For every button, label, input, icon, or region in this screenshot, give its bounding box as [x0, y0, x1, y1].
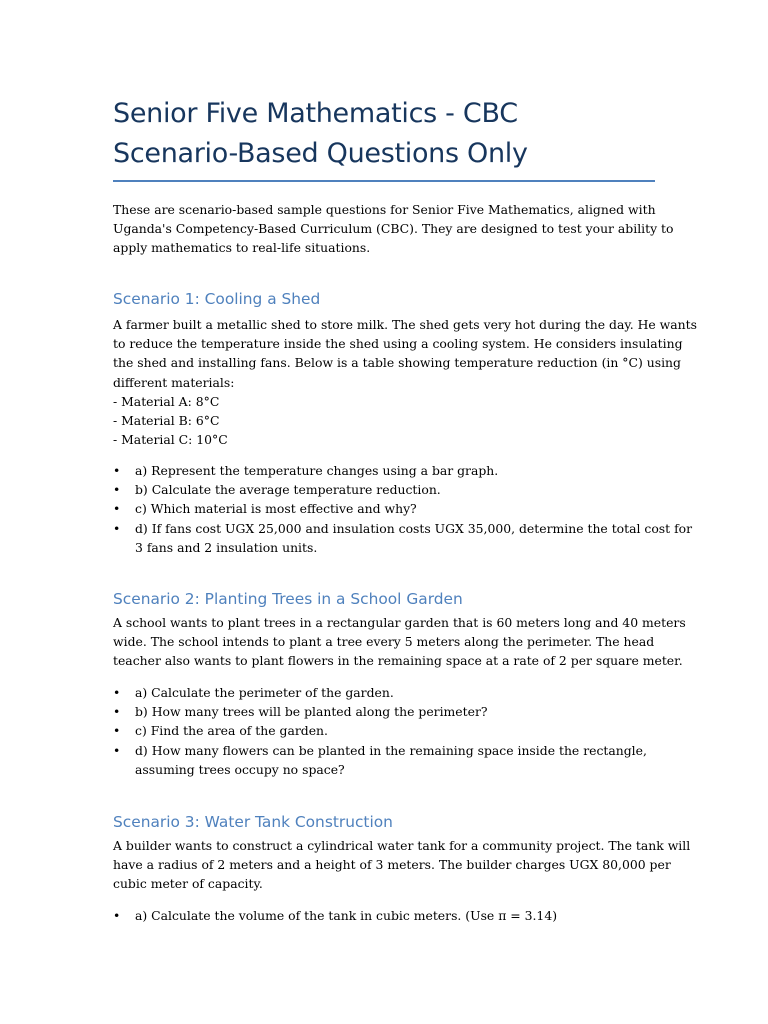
- question-text: a) Represent the temperature changes using a bar graph.: [135, 463, 499, 478]
- question-text: d) How many flowers can be planted in the remaining space inside the rectangle,: [135, 742, 647, 758]
- question-text: a) Calculate the perimeter of the garden.: [135, 685, 394, 700]
- question-text: d) If fans cost UGX 25,000 and insulation costs UGX 35,000, determine the total cost for: [135, 520, 693, 536]
- scenario-text-line: cubic meter of capacity.: [113, 876, 263, 892]
- question-text: b) How many trees will be planted along the perimeter?: [135, 704, 488, 720]
- question-item: [113, 741, 655, 779]
- scenario-text-line: the shed and installing fans. Below is a table showing temperature reduction (in °C) using: [113, 355, 681, 371]
- scenario-2-heading: Scenario 2: Planting Trees in a School Garden: [113, 590, 463, 608]
- scenario-text-line: - Material B: 6°C: [113, 413, 220, 429]
- scenario-text-line: different materials:: [113, 374, 235, 390]
- question-item: [113, 461, 655, 480]
- intro-paragraph: [113, 200, 673, 258]
- scenario-text-line: A school wants to plant trees in a rectangular garden that is 60 meters long and 40 meters: [113, 615, 686, 630]
- intro-line: These are scenario-based sample questions for Senior Five Mathematics, aligned with: [113, 202, 656, 217]
- scenario-text-line: - Material A: 8°C: [113, 393, 220, 409]
- question-item: [113, 480, 655, 499]
- scenario-text-line: A builder wants to construct a cylindrical water tank for a community project. The tank will: [113, 838, 691, 853]
- title-underline-rule: [113, 180, 655, 182]
- question-text-continued: assuming trees occupy no space?: [135, 761, 345, 777]
- scenario-text-line: have a radius of 2 meters and a height of 3 meters. The builder charges UGX 80,000 per: [113, 857, 671, 873]
- intro-line: Uganda's Competency-Based Curriculum (CBC). They are designed to test your ability to: [113, 221, 674, 237]
- scenario-text-line: - Material C: 10°C: [113, 432, 228, 448]
- bullet-icon: •: [113, 520, 121, 536]
- scenario-3-questions: [113, 906, 655, 925]
- question-item: [113, 721, 655, 740]
- page-title: [113, 94, 655, 174]
- bullet-icon: •: [113, 463, 121, 478]
- question-text: a) Calculate the volume of the tank in cubic meters. (Use π = 3.14): [135, 908, 558, 923]
- scenario-3-heading: Scenario 3: Water Tank Construction: [113, 813, 393, 831]
- scenario-1-text: [113, 315, 697, 449]
- question-text-continued: 3 fans and 2 insulation units.: [135, 539, 318, 555]
- bullet-icon: •: [113, 742, 121, 758]
- title-line-1: Senior Five Mathematics - CBC: [113, 98, 518, 129]
- question-item: [113, 906, 655, 925]
- scenario-1-heading: Scenario 1: Cooling a Shed: [113, 290, 321, 308]
- scenario-2-text: [113, 613, 686, 671]
- bullet-icon: •: [113, 482, 121, 498]
- question-item: [113, 499, 655, 518]
- bullet-icon: •: [113, 723, 121, 739]
- bullet-icon: •: [113, 685, 121, 700]
- intro-line: apply mathematics to real-life situations.: [113, 240, 371, 256]
- question-item: [113, 683, 655, 702]
- scenario-text-line: A farmer built a metallic shed to store milk. The shed gets very hot during the day. He wants: [113, 317, 697, 332]
- question-item: [113, 702, 655, 721]
- scenario-2-questions: [113, 683, 655, 779]
- question-text: b) Calculate the average temperature reduction.: [135, 482, 441, 498]
- bullet-icon: •: [113, 908, 121, 923]
- scenario-text-line: to reduce the temperature inside the shed using a cooling system. He considers insulating: [113, 336, 683, 352]
- bullet-icon: •: [113, 704, 121, 720]
- question-text: c) Find the area of the garden.: [135, 723, 328, 739]
- question-item: [113, 519, 693, 557]
- scenario-text-line: wide. The school intends to plant a tree every 5 meters along the perimeter. The head: [113, 634, 655, 650]
- scenario-text-line: teacher also wants to plant flowers in the remaining space at a rate of 2 per square meter.: [113, 653, 683, 669]
- scenario-3-text: [113, 836, 690, 894]
- bullet-icon: •: [113, 501, 121, 517]
- title-line-2: Scenario-Based Questions Only: [113, 138, 528, 169]
- scenario-1-questions: [113, 461, 693, 557]
- question-text: c) Which material is most effective and why?: [135, 501, 417, 517]
